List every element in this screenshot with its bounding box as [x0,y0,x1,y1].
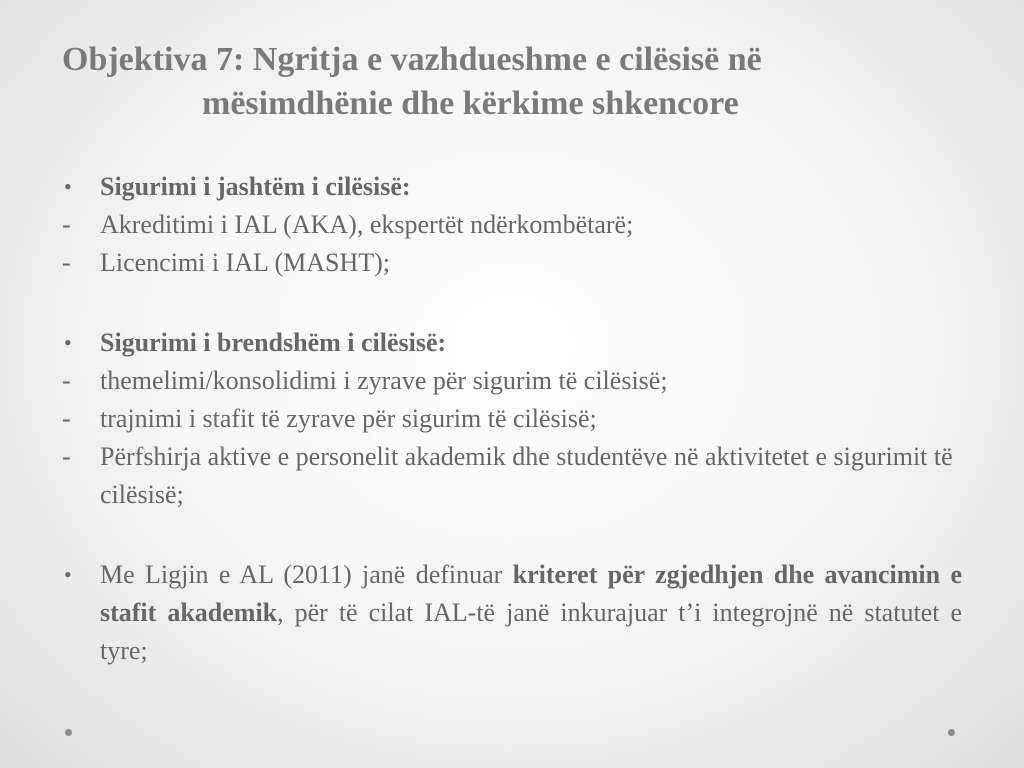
dash-marker: - [62,248,71,277]
spacer [62,514,962,556]
list-item-text: Akreditimi i IAL (AKA), ekspertët ndërkombëtarë; [100,210,634,239]
section-heading-text: Sigurimi i brendshëm i cilësisë: [100,328,447,357]
title-line-1: Objektiva 7: Ngritja e vazhdueshme e cilësisë në [62,41,762,78]
list-item-text: themelimi/konsolidimi i zyrave për sigurim të cilësisë; [100,366,668,395]
list-item-text: Përfshirja aktive e personelit akademik dhe studentëve në aktivitetet e sigurimit të cilësisë; [100,442,953,509]
list-item [62,206,962,244]
law-text-before: Me Ligjin e AL (2011) janë definuar [100,560,513,589]
spacer [62,282,962,324]
law-text-bold: kriteret për zgjedhjen dhe avancimin e stafit akademik [100,560,962,627]
dash-marker: - [62,442,71,471]
title-line-2: mësimdhënie dhe kërkime shkencore [202,85,739,122]
list-item [62,400,962,438]
bullet-marker: • [64,562,72,587]
law-text-after: , për të cilat IAL-të janë inkurajuar t’i integrojnë në statutet e tyre; [100,598,962,665]
bullet-marker: • [64,174,72,199]
slide-title [62,38,962,126]
bullet-marker: • [64,330,72,355]
slide-content [62,168,962,670]
section-heading-text: Sigurimi i jashtëm i cilësisë: [100,172,411,201]
dash-marker: - [62,404,71,433]
list-item-text: trajnimi i stafit të zyrave për sigurim të cilësisë; [100,404,597,433]
section-law-criteria [62,556,962,670]
decorative-dot-left [65,729,72,736]
list-item [62,244,962,282]
list-item-text: Licencimi i IAL (MASHT); [100,248,391,277]
list-item [62,438,962,514]
section-heading-external-quality [62,168,962,206]
section-heading-internal-quality [62,324,962,362]
decorative-dot-right [948,729,955,736]
dash-marker: - [62,210,71,239]
list-item [62,362,962,400]
dash-marker: - [62,366,71,395]
